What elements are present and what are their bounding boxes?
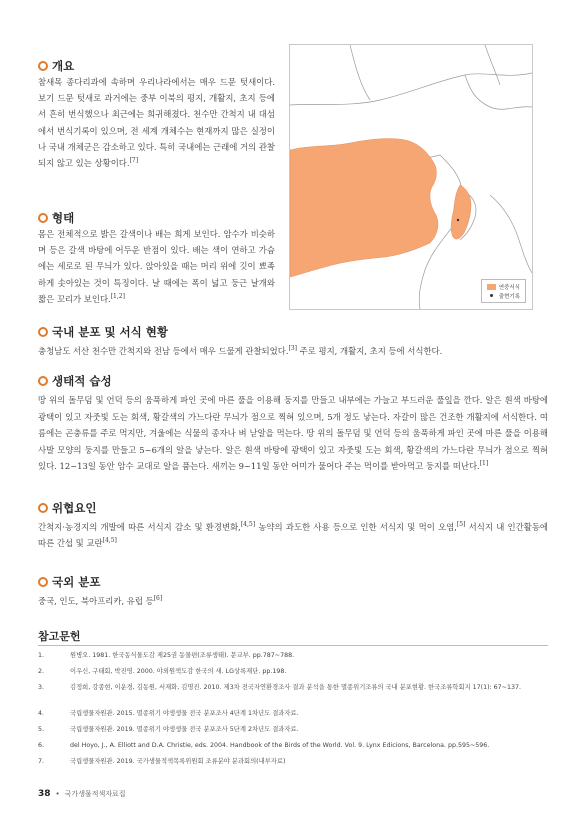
book-title: 국가생물적색자료집 [64,790,126,798]
section-title-overseas: 국외 분포 [38,574,100,590]
ecology-paragraph: 땅 위의 돌무덤 및 언덕 등의 움푹하게 파인 곳에 마른 풀을 이용해 둥지를 만들고 내부에는 가늘고 부드러운 풀잎을 깐다. 알은 흰색 바탕에 광택이 있고 자줏빛 도는 회색, 황갈색의 가느다란 무늬가 점으로 찍혀 있으며, 5개 정도 낳는다. 자갈이 많은 건조한 개활지에 서식한다. 여름에는 곤충류를 주로 먹지만, 겨울에는 식물의 종자나 벼 낟알을 먹는다. 땅 위의 돌무덤 및 언덕 등의 움푹하게 파인 곳에 마른 풀을 이용해 사발 모양의 둥지를 만들고 5~6개의 알을 낳는다. 알은 흰색 바탕에 광택이 있고 자줏빛 도는 회색, 황갈색의 가느다란 무늬가 점으로 찍혀 있다. 12~13일 동안 암수 교대로 알을 품는다. 새끼는 9~11일 동안 어미가 물어다 주는 먹이를 받아먹고 둥지를 떠난다.[1] [38,395,548,471]
border-line [350,45,370,100]
references-divider [38,645,548,646]
range-area [290,139,438,277]
section-title-morphology: 형태 [38,210,74,226]
section-bullet-icon [38,577,48,587]
map-legend [481,279,526,303]
section-bullet-icon [38,61,48,71]
overview-paragraph: 참새목 종다리과에 속하며 우리나라에서는 매우 드문 텃새이다. 보기 드문 텃새로 과거에는 중부 이북의 평지, 개활지, 초지 등에서 흔히 번식했으나 최근에는 희귀해졌다. 천수만 간척지 내 대섬에서 번식기록이 있으며, 전 세계 개체수는 현재까지 많은 실정이나 국내 개체군은 감소하고 있다. 특히 국내에는 근래에 거의 관찰되지 않고 있는 상황이다.[7] [38,77,275,169]
section-title-threats: 위협요인 [38,500,96,516]
page-footer [38,789,126,799]
legend-swatch [487,284,496,290]
legend-item: 출현기록 [487,291,520,300]
reference-item: 7. 국립생물자원관. 2019. 국가생물적색목록위원회 조류분야 분과회의(내부자료) [38,758,286,765]
page-number: 38 [38,789,51,799]
section-bullet-icon [38,213,48,223]
reference-item: 2. 이우신, 구태회, 박진영. 2000. 야외원색도감 한국의 새. LG상록재단. pp.198. [38,668,287,675]
overseas-paragraph: 중국, 인도, 북아프리카, 유럽 등[6] [38,595,163,606]
section-title-ecology: 생태적 습성 [38,373,112,389]
distribution-map [289,44,533,310]
morphology-paragraph: 몸은 전체적으로 밝은 갈색이나 배는 희게 보인다. 암수가 비슷하며 등은 갈색 바탕에 어두운 반점이 있다. 배는 색이 연하고 가슴에는 세로로 된 무늬가 있다. 앉아있을 때는 머리 위에 깃이 뾰족하게 솟아있는 것이 특징이다. 날 때에는 폭이 넓고 둥근 날개와 짧은 꼬리가 보인다.[1,2] [38,229,275,304]
reference-item: 1. 원병오. 1981. 한국동식물도감 제25권 동물편(조류생태). 문교부. pp.787~788. [38,652,295,659]
map-svg [290,45,532,309]
legend-dot-icon [490,294,493,297]
section-bullet-icon [38,376,48,386]
references-title: 참고문헌 [38,630,81,643]
reference-item: 3. 김정희, 강종현, 이운경, 김동원, 서재화, 김명진. 2010. 제3차 전국자연환경조사 결과 분석을 통한 멸종위기조류의 국내 분포현황. 한국조류학회지 17(1): 67~137. [38,684,521,691]
section-title-distribution: 국내 분포 및 서식 현황 [38,324,168,340]
border-line [485,45,500,85]
footer-separator: • [55,790,60,798]
section-bullet-icon [38,503,48,513]
section-title-overview: 개요 [38,58,74,74]
reference-item: 5. 국립생물자원관. 2019. 멸종위기 야생생물 전국 분포조사 5단계 2차년도 결과자료. [38,726,299,733]
reference-item: 6. del Hoyo, J., A. Elliott and D.A. Christie, eds. 2004. Handbook of the Birds of the World. Vol. 9. Lynx Edicions, Barcelona. pp.595~596. [38,742,490,749]
reference-item: 4. 국립생물자원관. 2015. 멸종위기 야생생물 전국 분포조사 4단계 1차년도 결과자료. [38,710,299,717]
threats-paragraph: 간척지·농경지의 개발에 따른 서식지 감소 및 환경변화,[4,5] 농약의 과도한 사용 등으로 인한 서식지 및 먹이 오염,[5] 서식지 내 인간활동에 따른 간섭 및 교란[4,5] [38,521,548,549]
border-line [290,73,532,105]
distribution-paragraph: 충청남도 서산 천수만 간척지와 전남 등에서 매우 드물게 관찰되었다.[3] 주로 평지, 개활지, 초지 등에 서식한다. [38,345,443,356]
coastline [490,195,532,273]
section-bullet-icon [38,327,48,337]
legend-item: 연중서식 [487,282,520,291]
record-point [457,219,459,221]
